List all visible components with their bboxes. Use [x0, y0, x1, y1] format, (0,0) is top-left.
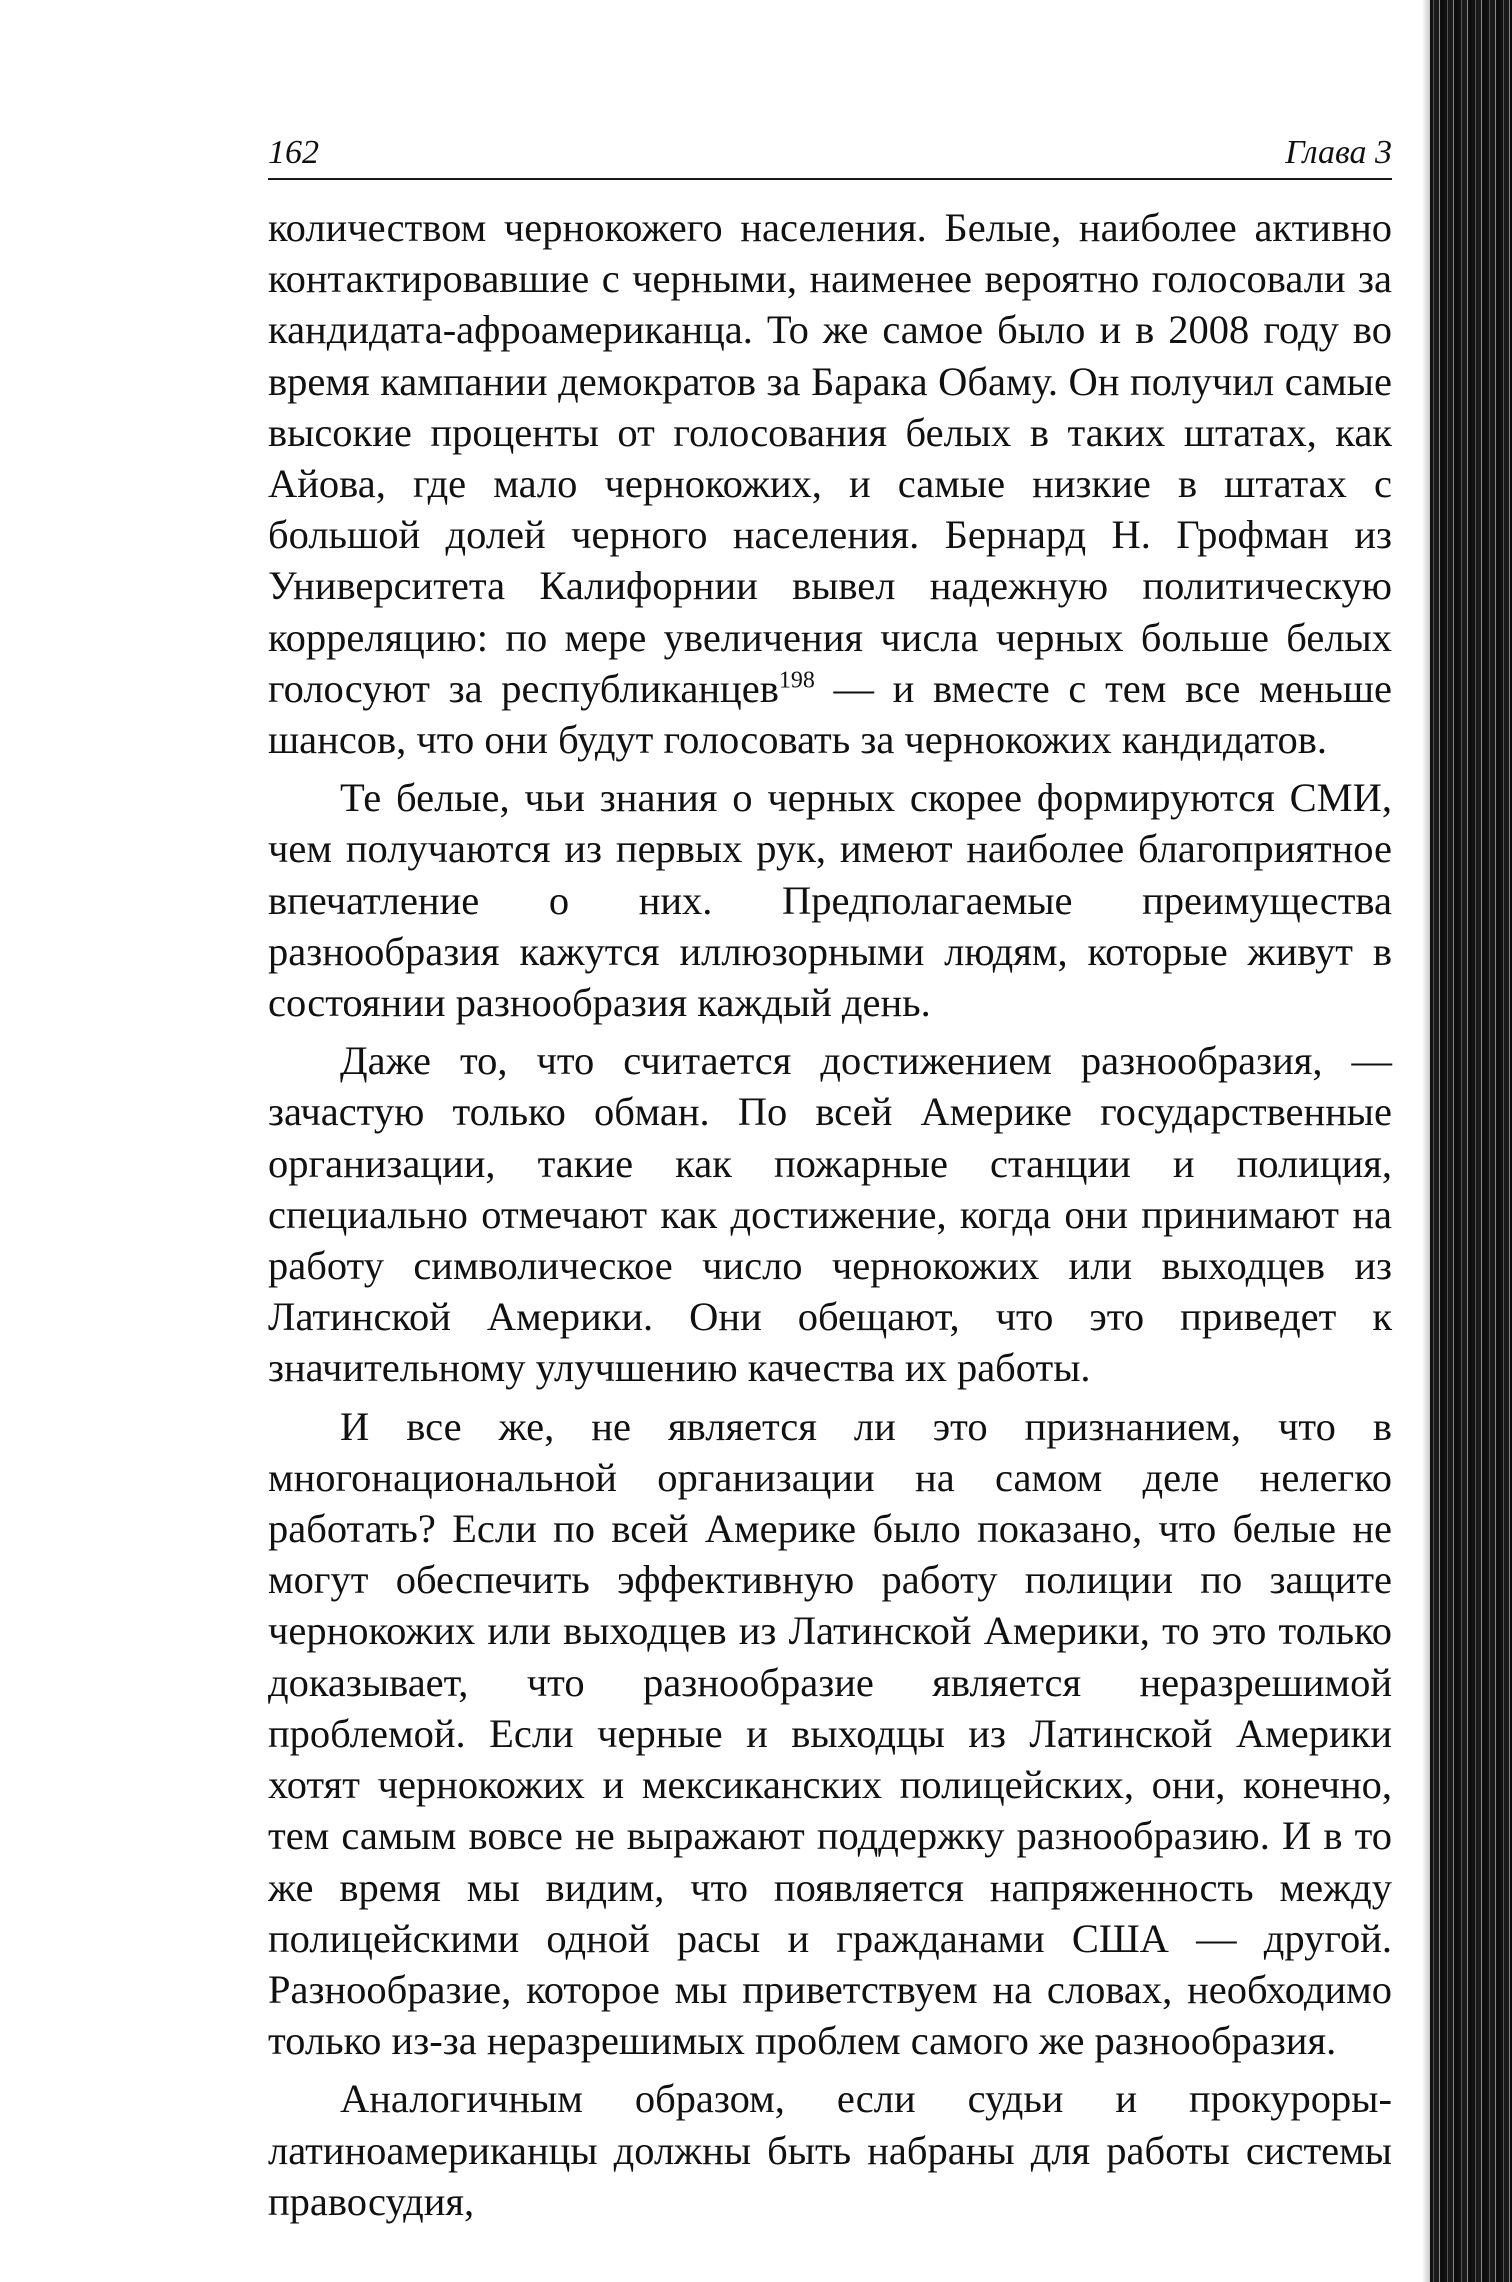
page-number: 162: [268, 134, 319, 171]
paragraph-1-text-continued: — и вместе с тем все меньше шансов, что они будут голосовать за чернокожих кандидатов.: [268, 665, 1392, 763]
body-text: [268, 202, 1392, 2234]
paragraph-1-text: количеством чернокожего населения. Белые, наиболее активно контактировавшие с черными, наименее вероятно голосовали за кандидата-афроамериканца. То же самое было и в 2008 году во время кампании демократов за Барака Обаму. Он получил самые высокие проценты от голосования белых в таких штатах, как Айова, где мало чернокожих, и самые низкие в штатах с большой долей черного населения. Бернард Н. Грофман из Университета Калифорнии вывел надежную политическую корреляцию: по мере увеличения числа черных больше белых голосуют за республиканцев: [268, 205, 1392, 711]
paragraph-4: И все же, не является ли это признанием, что в многонациональной организации на самом деле нелегко работать? Если по всей Америке было показано, что белые не могут обеспечить эффективную работу полиции по защите чернокожих или выходцев из Латинской Америки, то это только доказывает, что разнообразие является неразрешимой проблемой. Если черные и выходцы из Латинской Америки хотят чернокожих и мексиканских полицейских, они, конечно, тем самым вовсе не выражают поддержку разнообразию. И в то же время мы видим, что появляется напряженность между полицейскими одной расы и гражданами США — другой. Разнообразие, которое мы приветствуем на словах, необходимо только из-за неразрешимых проблем самого же разнообразия.: [268, 1403, 1392, 2064]
page-header: [268, 128, 1392, 178]
footnote-reference: 198: [778, 667, 815, 694]
book-binding-edge: [1430, 0, 1512, 2282]
header-rule: [268, 178, 1392, 180]
paragraph-2: Те белые, чьи знания о черных скорее формируются СМИ, чем получаются из первых рук, имеют наиболее благоприятное впечатление о них. Предполагаемые преимущества разнообразия кажутся иллюзорными людям, которые живут в состоянии разнообразия каждый день.: [268, 775, 1392, 1026]
paragraph-1: [268, 202, 1392, 765]
paragraph-3: Даже то, что считается достижением разнообразия, — зачастую только обман. По всей Америке государственные организации, такие как пожарные станции и полиция, специально отмечают как достижение, когда они принимают на работу символическое число чернокожих или выходцев из Латинской Америки. Они обещают, что это приведет к значительному улучшению качества их работы.: [268, 1038, 1392, 1391]
paragraph-5: Аналогичным образом, если судьи и прокуроры-латиноамериканцы должны быть набраны для работы системы правосудия,: [268, 2076, 1392, 2224]
chapter-title: Глава 3: [1285, 134, 1392, 171]
